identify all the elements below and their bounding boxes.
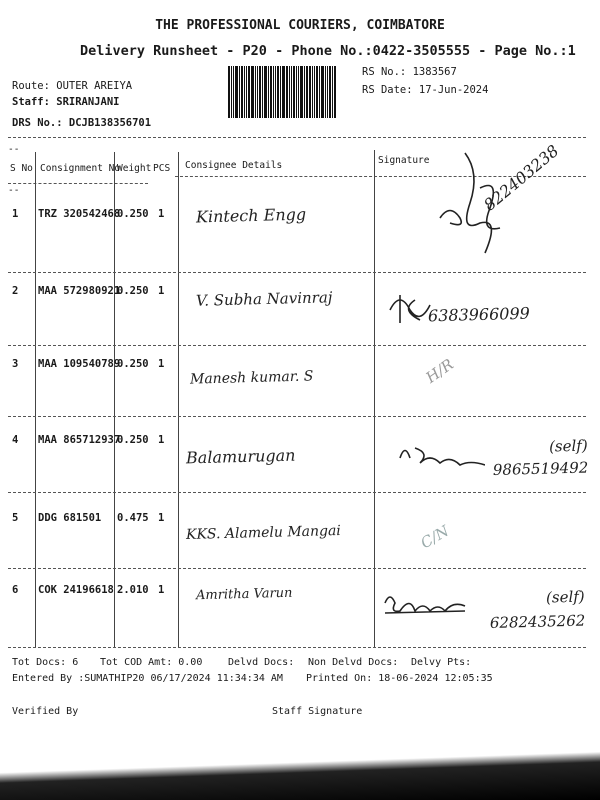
row-consignee: Amritha Varun	[195, 585, 293, 604]
delivery-points: Delvy Pts:	[411, 657, 472, 668]
row-consignment: MAA 572980921	[38, 285, 121, 297]
row-weight: 0.250	[117, 434, 149, 446]
printed-on: Printed On: 18-06-2024 12:05:35	[306, 673, 493, 684]
row-weight: 2.010	[117, 584, 149, 596]
barcode-graphic	[228, 66, 354, 118]
row-consignee: Kintech Engg	[195, 204, 307, 227]
signature-note: 6383966099	[427, 303, 531, 326]
row-consignee: Manesh kumar. S	[189, 368, 314, 388]
verified-by: Verified By	[12, 706, 79, 717]
row-weight: 0.250	[117, 358, 149, 370]
row-sno: 5	[12, 512, 19, 524]
row-consignment: TRZ 320542468	[38, 208, 121, 220]
drs-number: DRS No.: DCJB138356701	[12, 117, 152, 129]
row-sno: 3	[12, 358, 19, 370]
header-divider	[8, 137, 586, 138]
row-weight: 0.250	[117, 208, 149, 220]
row-consignee: V. Subha Navinraj	[195, 288, 333, 310]
col-consignee: Consignee Details	[185, 160, 283, 171]
row-pcs: 1	[158, 285, 165, 297]
col-pcs: PCS	[153, 163, 171, 174]
row-sno: 4	[12, 434, 19, 446]
total-docs: Tot Docs: 6	[12, 657, 79, 668]
total-cod-amount: Tot COD Amt: 0.00	[100, 657, 203, 668]
signature-note: 822403238	[480, 141, 563, 215]
signature-scribble	[395, 438, 485, 468]
delivered-docs: Delvd Docs:	[228, 657, 295, 668]
signature-scribble	[380, 588, 470, 618]
col-sno: S No	[10, 163, 33, 174]
signature-note: H/R	[422, 355, 457, 387]
row-pcs: 1	[158, 584, 165, 596]
row-consignment: MAA 865712937	[38, 434, 121, 446]
signature-scribble	[420, 148, 590, 273]
col-weight: Weight	[117, 163, 152, 174]
row-weight: 0.250	[117, 285, 149, 297]
row-consignment: COK 24196618	[38, 584, 114, 596]
row-sno: 2	[12, 285, 19, 297]
row-sno: 1	[12, 208, 19, 220]
staff-label: Staff: SRIRANJANI	[12, 96, 120, 108]
col-consignment: Consignment No	[40, 163, 121, 174]
row-pcs: 1	[158, 512, 165, 524]
row-pcs: 1	[158, 208, 165, 220]
row-sno: 6	[12, 584, 19, 596]
row-pcs: 1	[158, 358, 165, 370]
non-delivered-docs: Non Delvd Docs:	[308, 657, 399, 668]
entered-by: Entered By :SUMATHIP20 06/17/2024 11:34:34 AM	[12, 673, 283, 684]
row-consignment: MAA 109540789	[38, 358, 121, 370]
row-consignment: DDG 681501	[38, 512, 102, 524]
signature-note: (self) 6282435262	[489, 587, 586, 633]
route-label: Route: OUTER AREIYA	[12, 80, 133, 92]
staff-signature: Staff Signature	[272, 706, 363, 717]
signature-note: C/N	[417, 521, 453, 553]
document-title: THE PROFESSIONAL COURIERS, COIMBATORE	[155, 18, 445, 33]
row-consignee: Balamurugan	[185, 445, 296, 468]
row-consignee: KKS. Alamelu Mangai	[185, 522, 342, 544]
rs-number: RS No.: 1383567	[362, 66, 457, 78]
row-pcs: 1	[158, 434, 165, 446]
runsheet-subtitle: Delivery Runsheet - P20 - Phone No.:0422-3505555 - Page No.:1	[80, 43, 576, 59]
col-signature: Signature	[378, 155, 430, 166]
row-weight: 0.475	[117, 512, 149, 524]
signature-note: (self) 9865519492	[492, 436, 589, 480]
rs-date: RS Date: 17-Jun-2024	[362, 84, 489, 96]
scan-shadow	[0, 752, 600, 800]
